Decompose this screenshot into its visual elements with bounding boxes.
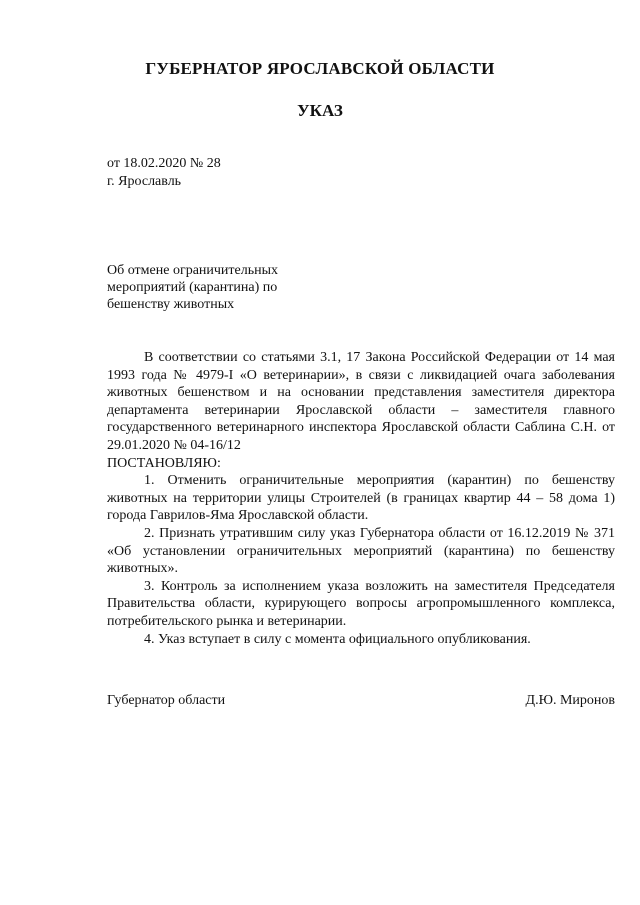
issuer-title: ГУБЕРНАТОР ЯРОСЛАВСКОЙ ОБЛАСТИ	[145, 59, 495, 78]
document-type: УКАЗ	[297, 101, 343, 120]
document-subject: Об отмене ограничительных мероприятий (карантина) по бешенству животных	[107, 263, 279, 312]
preamble-paragraph: В соответствии со статьями 3.1, 17 Закона Российской Федерации от 14 мая 1993 года № 4979-I «О ветеринарии», в связи с ликвидацией очага заболевания животных бешенством и на основании представления заместителя директора департамента ветеринарии Ярославской области – заместителя главного государственного ветеринарного инспектора Ярославской области Саблина С.Н. от 29.01.2020 № 04-16/12	[107, 350, 615, 453]
date-number: от 18.02.2020 № 28	[107, 156, 221, 171]
document-meta	[107, 155, 221, 191]
document-body	[107, 349, 615, 648]
decree-item: 4. Указ вступает в силу с момента официального опубликования.	[144, 631, 531, 647]
signature-block	[107, 693, 615, 709]
decree-item: 1. Отменить ограничительные мероприятия (карантин) по бешенству животных на территории улицы Строителей (в границах квартир 44 – 58 дома 1) города Гаврилов-Яма Ярославской области.	[107, 473, 615, 524]
decree-item: 2. Признать утратившим силу указ Губернатора области от 16.12.2019 № 371 «Об установлении ограничительных мероприятий (карантина) по бешенству животных».	[107, 525, 615, 577]
decree-word: ПОСТАНОВЛЯЮ:	[107, 455, 221, 471]
city: г. Ярославль	[107, 174, 182, 189]
signatory-name: Д.Ю. Миронов	[525, 693, 615, 708]
decree-item: 3. Контроль за исполнением указа возложить на заместителя Председателя Правительства области, курирующего вопросы агропромышленного комплекса, потребительского рынка и ветеринарии.	[107, 578, 615, 629]
signatory-position: Губернатор области	[107, 693, 226, 708]
